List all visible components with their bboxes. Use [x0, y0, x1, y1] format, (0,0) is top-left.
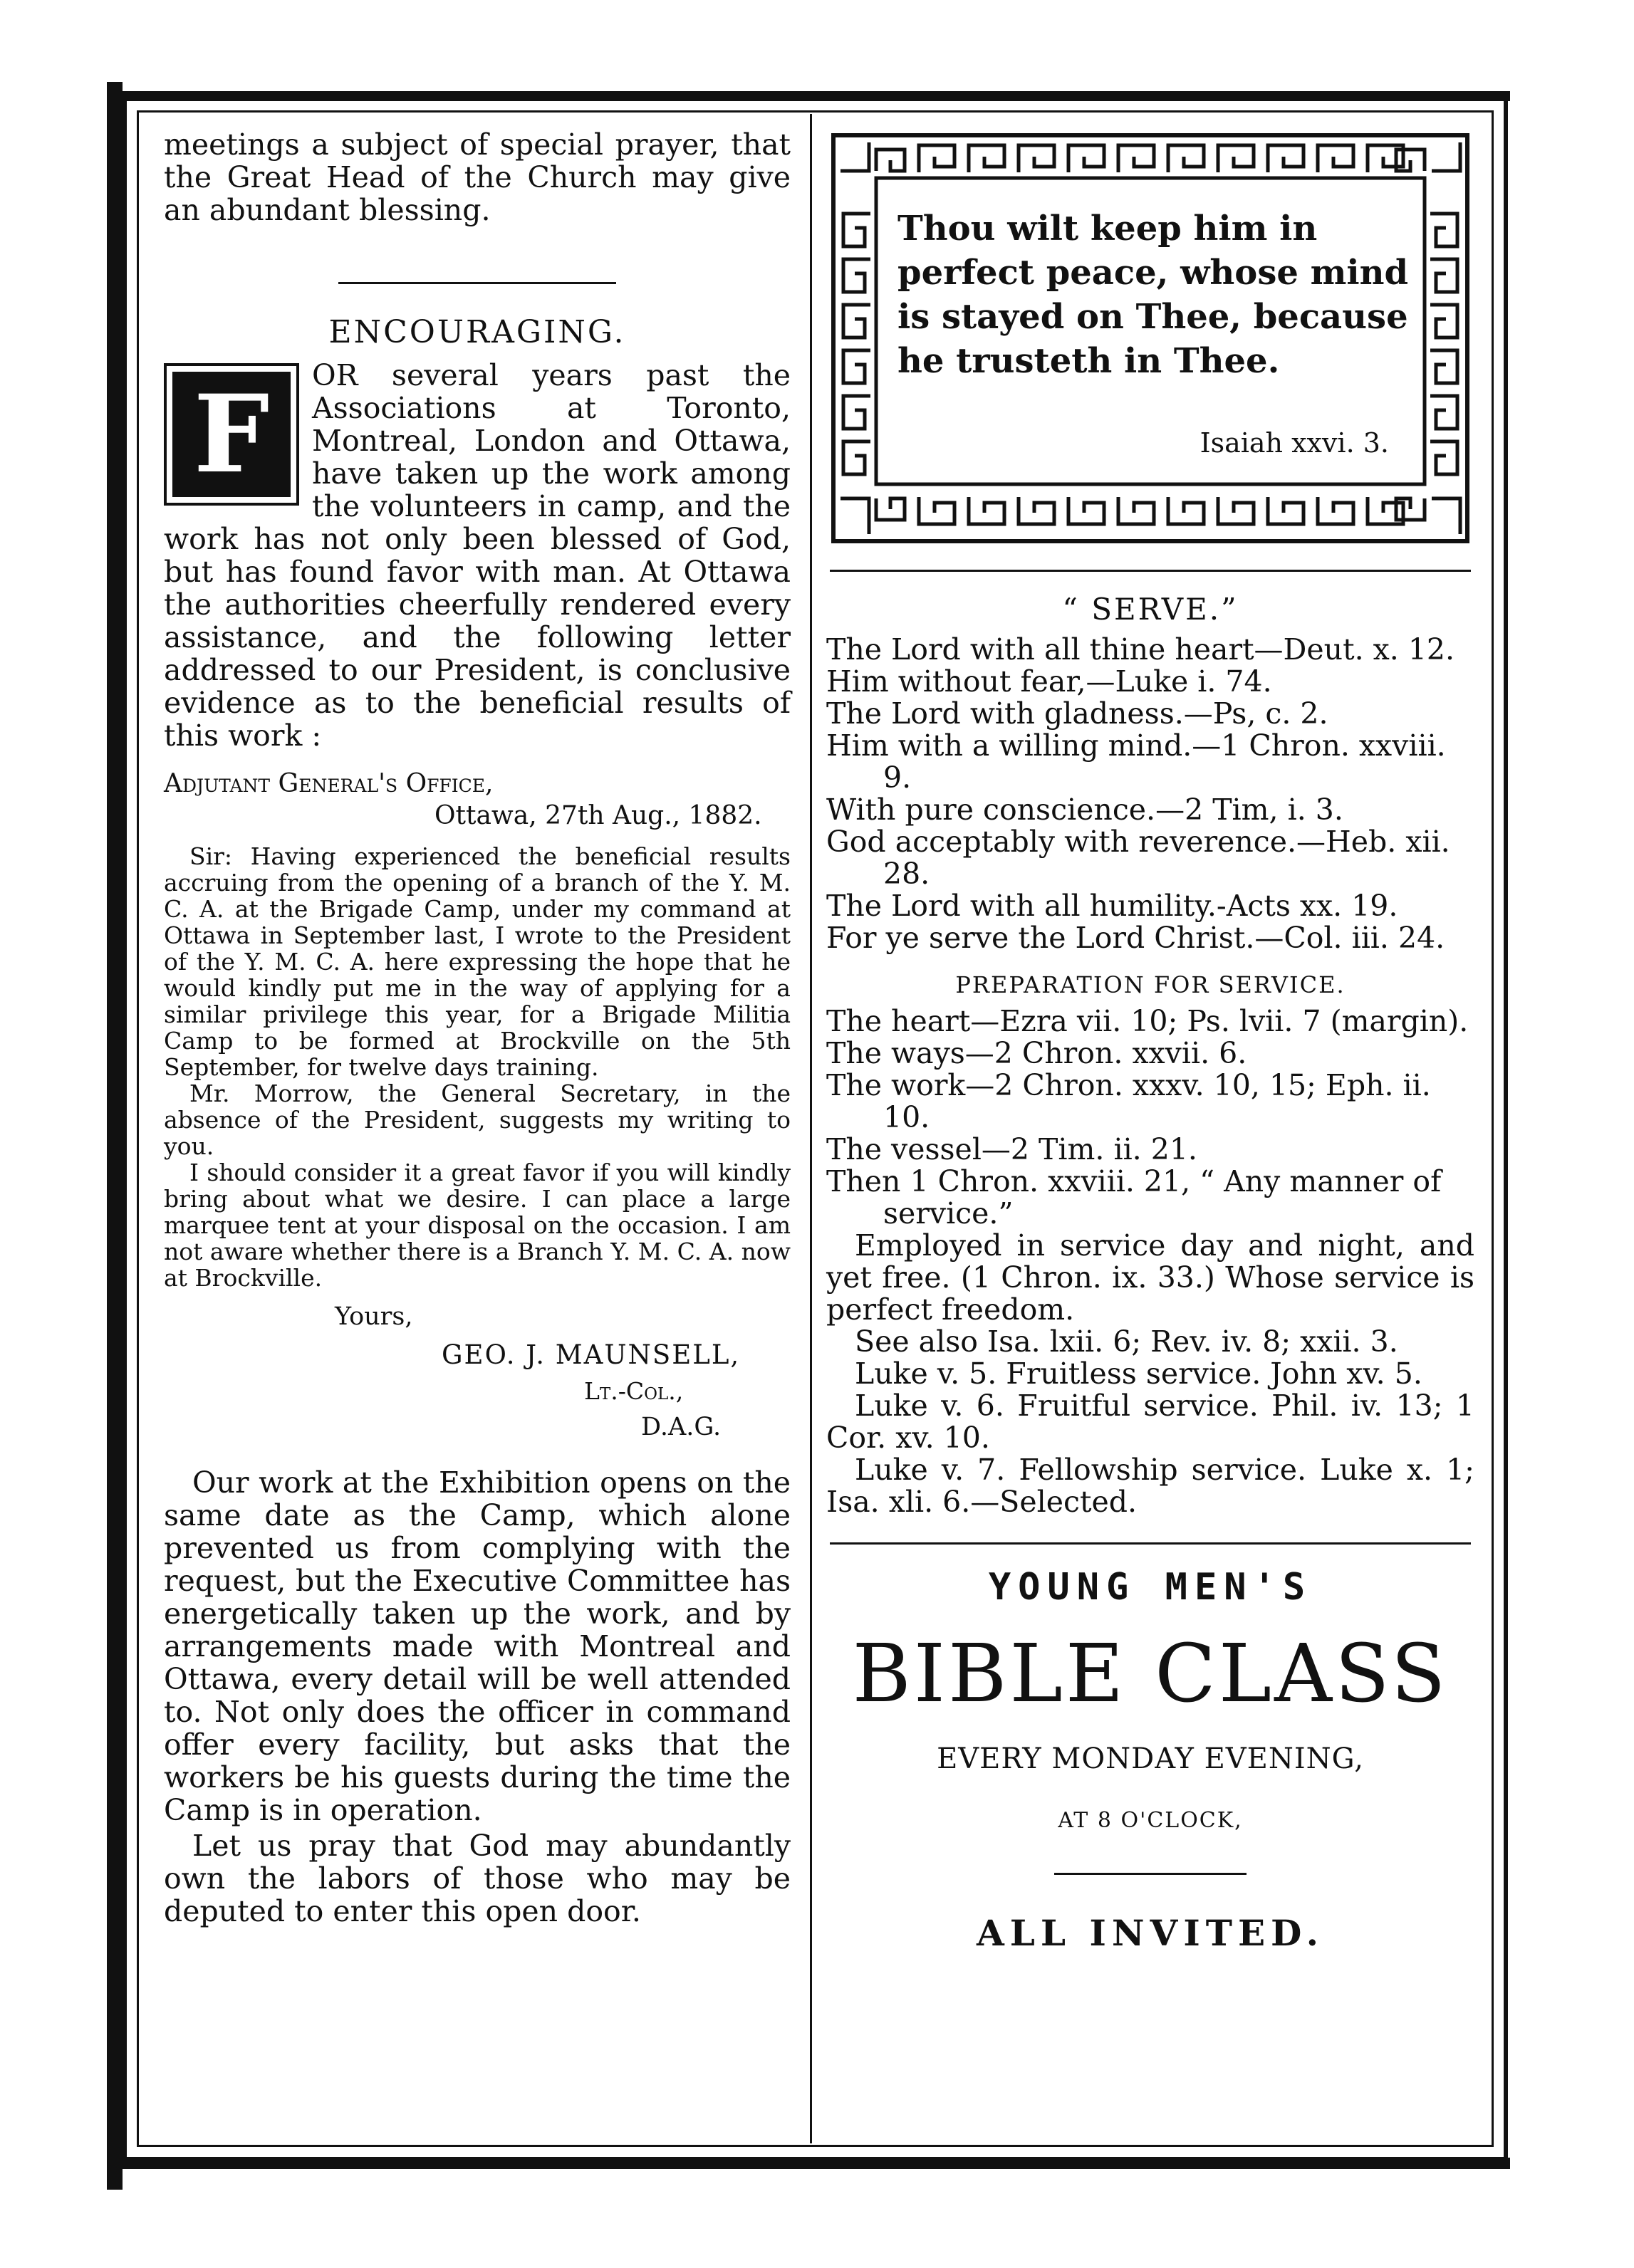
bible-class-advert — [826, 1566, 1474, 1954]
right-column — [826, 128, 1474, 1954]
left-margin-bar — [107, 82, 123, 2190]
scripture-box — [826, 128, 1474, 555]
prayer-paragraph: Let us pray that God may abundantly own the labors of those who may be deputed to enter this open door. — [164, 1829, 791, 1928]
opening-paragraph: meetings a subject of special prayer, that the Great Head of the Church may give an abundant blessing. — [164, 127, 791, 227]
list-item: Him without fear,—Luke i. 74. — [826, 664, 1272, 699]
list-item: The heart—Ezra vii. 10; Ps. lvii. 7 (margin). — [826, 1004, 1469, 1038]
advert-title: YOUNG MEN'S — [988, 1566, 1313, 1609]
section-rule — [830, 570, 1471, 572]
list-item: The vessel—2 Tim. ii. 21. — [826, 1132, 1197, 1166]
section-rule — [830, 1542, 1471, 1545]
preparation-heading: PREPARATION FOR SERVICE. — [955, 971, 1346, 998]
column-divider — [810, 114, 812, 2143]
list-item: Him with a willing mind.—1 Chron. xxviii. 9. — [826, 728, 1446, 795]
advert-time: AT 8 O'CLOCK, — [1058, 1808, 1243, 1833]
advert-rule — [1054, 1873, 1247, 1875]
signature-name: GEO. J. MAUNSELL, — [442, 1339, 741, 1370]
list-item: With pure conscience.—2 Tim, i. 3. — [826, 793, 1343, 827]
signature-title: D.A.G. — [641, 1413, 722, 1441]
letter-paragraph-3: I should consider it a great favor if you will kindly bring about what we desire. I can place a large marquee tent at your disposal on the occasion. I am not aware whether there is a Branch Y. M. C. A. now at Brockville. — [164, 1159, 791, 1292]
exhibition-paragraph: Our work at the Exhibition opens on the same date as the Camp, which alone prevented us from complying with the request, but the Executive Committee has energetically taken up the work, and by arrangements made with Montreal and Ottawa, every detail will be well attended to. Not only does the officer in command offer every facility, but asks that the workers be his guests during the time the Camp is in operation. — [164, 1465, 791, 1827]
employed-paragraph: Employed in service day and night, and yet free. (1 Chron. ix. 33.) Whose service is perfect freedom. — [826, 1228, 1474, 1327]
list-item: The Lord with all humility.-Acts xx. 19. — [826, 889, 1398, 923]
see-also-line: See also Isa. lxii. 6; Rev. iv. 8; xxii. 3. — [855, 1324, 1398, 1359]
letter-closing: Yours, — [335, 1302, 413, 1331]
letter-paragraph-1: Sir: Having experienced the beneficial results accruing from the opening of a branch of the Y. M. C. A. at the Brigade Camp, under my command at Ottawa in September last, I wrote to the President of the Y. M. C. A. here expressing the hope that he would kindly put me in the way of applying for a similar privilege this year, for a Brigade Militia Camp to be formed at Brockville on the 5th September, for twelve days training. — [164, 842, 791, 1081]
advert-schedule: EVERY MONDAY EVENING, — [937, 1742, 1364, 1775]
advert-headline: BIBLE CLASS — [852, 1628, 1449, 1720]
bottom-border-rule — [107, 2158, 1510, 2169]
encouraging-section — [164, 359, 791, 752]
luke-7-line: Luke v. 7. Fellowship service. Luke x. 1; Isa. xli. 6.—Selected. — [826, 1453, 1474, 1519]
letter-office: Adjutant General's Office, — [164, 769, 494, 798]
section-rule — [338, 282, 616, 284]
letter-paragraph-2: Mr. Morrow, the General Secretary, in the absence of the President, suggests my writing to you. — [164, 1080, 791, 1160]
list-item: The work—2 Chron. xxxv. 10, 15; Eph. ii. 10. — [826, 1068, 1431, 1134]
left-column — [164, 128, 791, 1928]
list-item: Then 1 Chron. xxviii. 21, “ Any manner of service.” — [826, 1164, 1442, 1230]
list-item: The Lord with gladness.—Ps, c. 2. — [826, 696, 1328, 731]
advert-footer: ALL INVITED. — [976, 1912, 1325, 1954]
luke-6-line: Luke v. 6. Fruitful service. Phil. iv. 13; 1 Cor. xv. 10. — [826, 1389, 1474, 1455]
luke-5-line: Luke v. 5. Fruitless service. John xv. 5. — [855, 1357, 1422, 1391]
signature-rank: Lt.-Col., — [584, 1377, 684, 1405]
list-item: God acceptably with reverence.—Heb. xii. 28. — [826, 825, 1450, 891]
encouraging-intro: OR several years past the Associations at Toronto, Montreal, London and Ottawa, have taken up the work among the volunteers in camp, and the work has not only been blessed of God, but has found favor with man. At Ottawa the authorities cheerfully rendered every assistance, and the following letter addressed to our President, is conclusive evidence as to the beneficial results of this work : — [164, 358, 791, 753]
serve-list — [826, 634, 1474, 954]
scripture-quote: Thou wilt keep him in perfect peace, whose mind is stayed on Thee, because he trusteth in Thee. — [897, 209, 1409, 381]
dropcap-ornament — [164, 363, 299, 506]
list-item: The ways—2 Chron. xxvii. 6. — [826, 1036, 1247, 1070]
list-item: The Lord with all thine heart—Deut. x. 12. — [826, 632, 1455, 667]
scripture-reference: Isaiah xxvi. 3. — [1200, 427, 1389, 459]
encouraging-heading: ENCOURAGING. — [328, 314, 626, 350]
serve-heading: “ SERVE.” — [1062, 592, 1239, 627]
dropcap-letter: F — [193, 372, 270, 497]
letter-date: Ottawa, 27th Aug., 1882. — [434, 801, 762, 830]
list-item: For ye serve the Lord Christ.—Col. iii. 24. — [826, 921, 1445, 955]
preparation-list — [826, 1005, 1474, 1230]
